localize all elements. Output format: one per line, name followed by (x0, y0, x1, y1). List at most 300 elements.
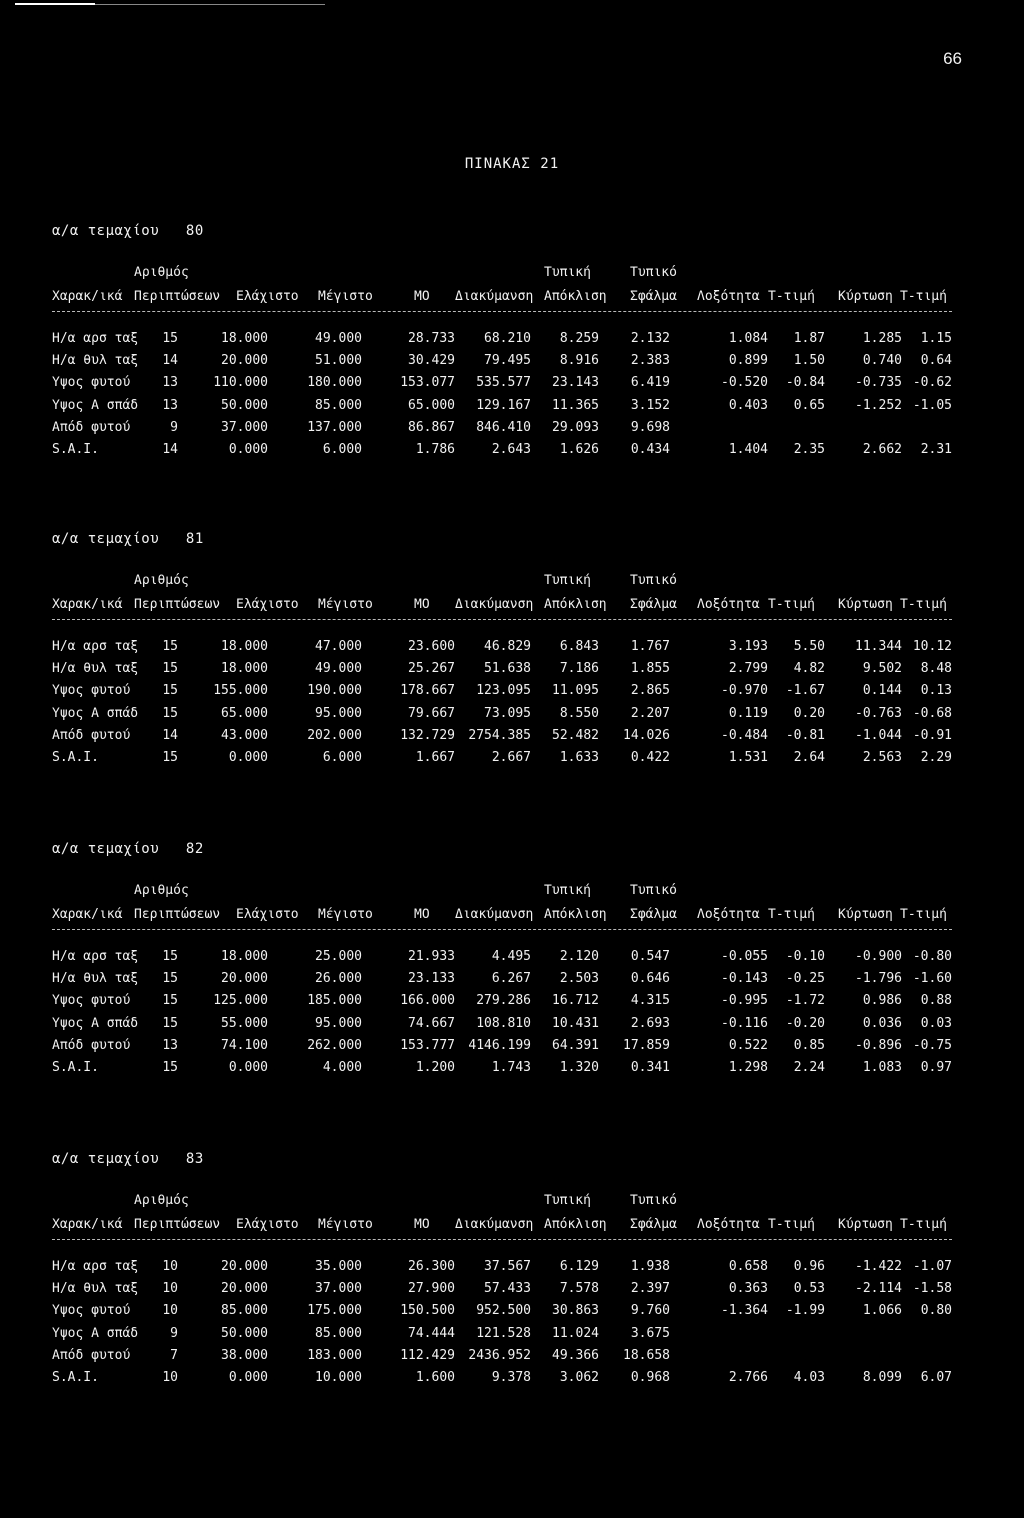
table-cell: 1.633 (559, 750, 599, 765)
table-cell: 74.667 (408, 1015, 455, 1031)
table-cell: 2.865 (630, 683, 670, 699)
table-cell: 2.383 (630, 353, 670, 369)
table-cell: 153.077 (400, 375, 455, 391)
table-cell: -0.84 (785, 375, 825, 391)
table-cell: 2754.385 (468, 727, 531, 743)
table-cell: -1.58 (912, 1281, 952, 1297)
table-cell: 11.344 (855, 639, 902, 654)
table-cell: 3.675 (630, 1325, 670, 1341)
column-header: Περιπτώσεων (134, 1217, 221, 1232)
table-cell: 8.550 (559, 705, 599, 721)
table-cell: 155.000 (213, 683, 268, 699)
section-title: α/α τεμαχίου 80 (52, 223, 204, 239)
table-cell: -1.67 (785, 683, 825, 699)
table-cell: 49.000 (315, 331, 362, 346)
table-cell: 0.986 (862, 993, 902, 1009)
table-cell: 65.000 (221, 705, 268, 721)
table-cell: 112.429 (400, 1347, 455, 1363)
column-header: Περιπτώσεων (134, 289, 221, 304)
table-cell: -0.484 (721, 727, 768, 743)
table-cell: -0.055 (721, 949, 768, 964)
table-cell: 0.144 (862, 683, 902, 699)
table-cell: 150.500 (400, 1303, 455, 1319)
table-cell: 18.000 (221, 949, 268, 964)
table-cell: -0.763 (855, 705, 902, 721)
table-cell: 9 (170, 1325, 178, 1341)
table-cell: 166.000 (400, 993, 455, 1009)
section-title: α/α τεμαχίου 82 (52, 841, 204, 857)
table-cell: 1.298 (728, 1060, 768, 1075)
table-cell: 46.829 (484, 639, 531, 654)
table-cell: 2.397 (630, 1281, 670, 1297)
table-cell: -0.900 (855, 949, 902, 964)
table-cell: 2.667 (491, 750, 531, 765)
table-cell: 1.084 (728, 331, 768, 346)
column-header-top: Αριθμός (134, 883, 189, 898)
table-cell: 74.444 (408, 1325, 455, 1341)
table-cell: 13 (162, 375, 178, 391)
table-cell: 10 (162, 1259, 178, 1274)
table-cell: 35.000 (315, 1259, 362, 1274)
column-header-top: Τυπικό (630, 1193, 677, 1208)
table-cell: -1.044 (855, 727, 902, 743)
table-cell: 4.03 (793, 1370, 825, 1385)
table-cell: -0.20 (785, 1015, 825, 1031)
table-cell: 10.000 (315, 1370, 362, 1385)
column-header: Τ-τιμή (768, 597, 815, 612)
row-label: Απόδ φυτού (52, 419, 131, 435)
column-header: Απόκλιση (544, 289, 607, 304)
table-cell: 49.366 (552, 1347, 599, 1363)
row-label: Υψος Α σπάδ (52, 1325, 139, 1341)
column-header: Σφάλμα (630, 907, 677, 922)
table-cell: 0.20 (793, 705, 825, 721)
column-header: Διακύμανση (455, 1217, 534, 1232)
table-cell: 37.000 (315, 1281, 362, 1297)
table-cell: 1.083 (862, 1060, 902, 1075)
table-cell: 9.378 (491, 1370, 531, 1385)
table-cell: -0.116 (721, 1015, 768, 1031)
table-cell: 52.482 (552, 727, 599, 743)
column-header: Απόκλιση (544, 1217, 607, 1232)
table-cell: 26.300 (408, 1259, 455, 1274)
table-cell: 6.07 (920, 1370, 952, 1385)
table-cell: 20.000 (221, 353, 268, 369)
table-cell: -0.80 (912, 949, 952, 964)
table-cell: 18.000 (221, 331, 268, 346)
table-cell: 0.64 (920, 353, 952, 369)
table-cell: 0.968 (630, 1370, 670, 1385)
table-cell: -0.735 (855, 375, 902, 391)
table-cell: 68.210 (484, 331, 531, 346)
table-cell: 13 (162, 1037, 178, 1053)
table-cell: 2.799 (728, 661, 768, 677)
table-cell: -0.62 (912, 375, 952, 391)
column-header: Διακύμανση (455, 907, 534, 922)
table-cell: 95.000 (315, 705, 362, 721)
table-cell: 20.000 (221, 1259, 268, 1274)
table-cell: 5.50 (793, 639, 825, 654)
table-cell: -1.72 (785, 993, 825, 1009)
column-header: Περιπτώσεων (134, 597, 221, 612)
row-label: Υψος φυτού (52, 993, 131, 1009)
table-cell: 13 (162, 397, 178, 413)
table-cell: 2.35 (793, 442, 825, 457)
table-cell: 0.341 (630, 1060, 670, 1075)
table-cell: 15 (162, 331, 178, 346)
column-header: Χαρακ/ικά (52, 289, 123, 304)
row-label: S.A.I. (52, 1370, 99, 1385)
table-cell: 2.503 (559, 971, 599, 987)
table-cell: 15 (162, 1060, 178, 1075)
table-cell: 15 (162, 993, 178, 1009)
table-cell: 0.53 (793, 1281, 825, 1297)
table-cell: -1.364 (721, 1303, 768, 1319)
table-cell: 30.863 (552, 1303, 599, 1319)
column-header: Ελάχιστο (236, 907, 299, 922)
table-cell: 3.152 (630, 397, 670, 413)
table-cell: 4.000 (322, 1060, 362, 1075)
table-cell: 51.638 (484, 661, 531, 677)
table-cell: 2.24 (793, 1060, 825, 1075)
table-cell: 0.80 (920, 1303, 952, 1319)
table-cell: 0.97 (920, 1060, 952, 1075)
row-label: Υψος Α σπάδ (52, 397, 139, 413)
table-cell: -0.970 (721, 683, 768, 699)
table-cell: 0.740 (862, 353, 902, 369)
table-cell: 0.13 (920, 683, 952, 699)
table-cell: 14 (162, 727, 178, 743)
table-cell: 0.96 (793, 1259, 825, 1274)
table-cell: 1.600 (415, 1370, 455, 1385)
column-header: ΜΟ (414, 289, 430, 304)
table-cell: 8.916 (559, 353, 599, 369)
table-cell: -1.99 (785, 1303, 825, 1319)
table-cell: 27.900 (408, 1281, 455, 1297)
column-header: Μέγιστο (318, 1217, 373, 1232)
table-cell: 175.000 (307, 1303, 362, 1319)
table-cell: 1.200 (415, 1060, 455, 1075)
table-section-1 (0, 531, 1024, 765)
column-header: Κύρτωση (838, 907, 893, 922)
table-cell: -0.10 (785, 949, 825, 964)
row-label: Η/α αρσ ταξ (52, 1259, 139, 1274)
table-cell: 846.410 (476, 419, 531, 435)
row-label: Η/α θυλ ταξ (52, 353, 139, 369)
table-cell: 23.133 (408, 971, 455, 987)
table-cell: 4.315 (630, 993, 670, 1009)
table-cell: 6.267 (491, 971, 531, 987)
table-cell: 4146.199 (468, 1037, 531, 1053)
row-label: Η/α αρσ ταξ (52, 331, 139, 346)
table-cell: 10 (162, 1281, 178, 1297)
table-cell: 0.85 (793, 1037, 825, 1053)
table-cell: 183.000 (307, 1347, 362, 1363)
column-header: Χαρακ/ικά (52, 1217, 123, 1232)
table-cell: 95.000 (315, 1015, 362, 1031)
table-cell: 6.129 (559, 1259, 599, 1274)
table-cell: 180.000 (307, 375, 362, 391)
table-cell: 79.667 (408, 705, 455, 721)
table-cell: 49.000 (315, 661, 362, 677)
table-cell: 2.563 (862, 750, 902, 765)
table-cell: 10.12 (912, 639, 952, 654)
row-label: S.A.I. (52, 1060, 99, 1075)
table-cell: 64.391 (552, 1037, 599, 1053)
table-cell: 4.82 (793, 661, 825, 677)
table-cell: -0.91 (912, 727, 952, 743)
column-header: Χαρακ/ικά (52, 907, 123, 922)
column-header-top: Αριθμός (134, 265, 189, 280)
row-label: Η/α θυλ ταξ (52, 971, 139, 987)
table-cell: 6.419 (630, 375, 670, 391)
table-cell: 16.712 (552, 993, 599, 1009)
row-label: Υψος φυτού (52, 375, 131, 391)
column-header-top: Τυπική (544, 573, 591, 588)
column-header: Τ-τιμή (900, 597, 947, 612)
header-separator (52, 1239, 952, 1240)
table-cell: 51.000 (315, 353, 362, 369)
table-cell: 85.000 (221, 1303, 268, 1319)
table-cell: 15 (162, 661, 178, 677)
row-label: Η/α θυλ ταξ (52, 1281, 139, 1297)
column-header: Τ-τιμή (768, 1217, 815, 1232)
table-cell: 38.000 (221, 1347, 268, 1363)
table-cell: 65.000 (408, 397, 455, 413)
table-cell: -1.05 (912, 397, 952, 413)
column-header: Απόκλιση (544, 907, 607, 922)
column-header-top: Τυπική (544, 265, 591, 280)
column-header: ΜΟ (414, 907, 430, 922)
table-cell: 29.093 (552, 419, 599, 435)
column-header: Τ-τιμή (900, 907, 947, 922)
table-cell: 2.662 (862, 442, 902, 457)
table-cell: 1.786 (415, 442, 455, 457)
row-label: Η/α αρσ ταξ (52, 949, 139, 964)
table-cell: 0.403 (728, 397, 768, 413)
table-cell: -2.114 (855, 1281, 902, 1297)
column-header: Τ-τιμή (900, 1217, 947, 1232)
table-cell: 1.626 (559, 442, 599, 457)
column-header: Λοξότητα (697, 597, 760, 612)
table-cell: -0.25 (785, 971, 825, 987)
table-section-2 (0, 841, 1024, 1075)
table-cell: 1.743 (491, 1060, 531, 1075)
table-cell: 1.87 (793, 331, 825, 346)
header-separator (52, 311, 952, 312)
table-cell: 10.431 (552, 1015, 599, 1031)
table-cell: 37.000 (221, 419, 268, 435)
table-cell: 0.000 (228, 442, 268, 457)
table-cell: 0.036 (862, 1015, 902, 1031)
table-cell: 9.760 (630, 1303, 670, 1319)
table-cell: 1.15 (920, 331, 952, 346)
table-cell: 7.578 (559, 1281, 599, 1297)
column-header: Διακύμανση (455, 289, 534, 304)
table-cell: 0.522 (728, 1037, 768, 1053)
table-cell: 85.000 (315, 397, 362, 413)
table-cell: 1.066 (862, 1303, 902, 1319)
column-header: Λοξότητα (697, 907, 760, 922)
table-cell: 23.600 (408, 639, 455, 654)
table-cell: -0.143 (721, 971, 768, 987)
table-cell: 23.143 (552, 375, 599, 391)
column-header: Μέγιστο (318, 597, 373, 612)
table-cell: 18.658 (623, 1347, 670, 1363)
column-header: Ελάχιστο (236, 1217, 299, 1232)
table-cell: 9.502 (862, 661, 902, 677)
column-header-top: Αριθμός (134, 573, 189, 588)
table-cell: 86.867 (408, 419, 455, 435)
table-section-0 (0, 223, 1024, 457)
table-cell: 2436.952 (468, 1347, 531, 1363)
table-cell: 28.733 (408, 331, 455, 346)
table-cell: 132.729 (400, 727, 455, 743)
table-cell: 129.167 (476, 397, 531, 413)
column-header: Ελάχιστο (236, 597, 299, 612)
table-cell: 121.528 (476, 1325, 531, 1341)
table-cell: 1.667 (415, 750, 455, 765)
column-header: Κύρτωση (838, 1217, 893, 1232)
table-cell: 15 (162, 750, 178, 765)
row-label: Η/α αρσ ταξ (52, 639, 139, 654)
table-cell: 0.119 (728, 705, 768, 721)
table-cell: 10 (162, 1303, 178, 1319)
table-cell: 0.646 (630, 971, 670, 987)
table-cell: 73.095 (484, 705, 531, 721)
table-cell: 47.000 (315, 639, 362, 654)
column-header: Χαρακ/ικά (52, 597, 123, 612)
row-label: Απόδ φυτού (52, 1037, 131, 1053)
table-cell: 1.320 (559, 1060, 599, 1075)
table-cell: 1.531 (728, 750, 768, 765)
table-cell: 153.777 (400, 1037, 455, 1053)
table-cell: 14.026 (623, 727, 670, 743)
table-cell: 50.000 (221, 1325, 268, 1341)
table-cell: 8.48 (920, 661, 952, 677)
table-cell: 11.365 (552, 397, 599, 413)
column-header: Σφάλμα (630, 289, 677, 304)
column-header: Τ-τιμή (768, 907, 815, 922)
table-cell: 10 (162, 1370, 178, 1385)
table-cell: 1.285 (862, 331, 902, 346)
table-cell: 262.000 (307, 1037, 362, 1053)
table-cell: 15 (162, 683, 178, 699)
header-separator (52, 619, 952, 620)
column-header: Κύρτωση (838, 597, 893, 612)
table-cell: 15 (162, 639, 178, 654)
table-cell: 0.000 (228, 1060, 268, 1075)
section-title: α/α τεμαχίου 83 (52, 1151, 204, 1167)
table-cell: 43.000 (221, 727, 268, 743)
column-header-top: Τυπικό (630, 573, 677, 588)
column-header-top: Τυπικό (630, 265, 677, 280)
table-cell: 8.259 (559, 331, 599, 346)
column-header: Κύρτωση (838, 289, 893, 304)
row-label: S.A.I. (52, 750, 99, 765)
table-cell: 1.938 (630, 1259, 670, 1274)
row-label: Υψος φυτού (52, 1303, 131, 1319)
table-cell: 14 (162, 353, 178, 369)
table-cell: 2.693 (630, 1015, 670, 1031)
table-cell: 15 (162, 971, 178, 987)
column-header-top: Αριθμός (134, 1193, 189, 1208)
table-cell: -1.796 (855, 971, 902, 987)
row-label: Απόδ φυτού (52, 727, 131, 743)
column-header: Ελάχιστο (236, 289, 299, 304)
table-cell: 125.000 (213, 993, 268, 1009)
table-cell: 8.099 (862, 1370, 902, 1385)
table-section-3 (0, 1151, 1024, 1385)
table-cell: 74.100 (221, 1037, 268, 1053)
page-title: ΠΙΝΑΚΑΣ 21 (464, 156, 560, 172)
table-cell: 15 (162, 1015, 178, 1031)
top-rule-thin (95, 4, 325, 5)
table-cell: 1.404 (728, 442, 768, 457)
row-label: Υψος Α σπάδ (52, 705, 139, 721)
table-cell: 202.000 (307, 727, 362, 743)
table-cell: -0.520 (721, 375, 768, 391)
column-header-top: Τυπική (544, 1193, 591, 1208)
table-cell: 6.000 (322, 750, 362, 765)
column-header: Διακύμανση (455, 597, 534, 612)
column-header: Μέγιστο (318, 907, 373, 922)
table-cell: 57.433 (484, 1281, 531, 1297)
table-cell: 18.000 (221, 661, 268, 677)
table-cell: 2.31 (920, 442, 952, 457)
table-cell: 952.500 (476, 1303, 531, 1319)
table-cell: -1.07 (912, 1259, 952, 1274)
table-cell: 14 (162, 442, 178, 457)
table-cell: 79.495 (484, 353, 531, 369)
table-cell: 0.899 (728, 353, 768, 369)
table-cell: -1.60 (912, 971, 952, 987)
table-cell: 1.50 (793, 353, 825, 369)
table-cell: 535.577 (476, 375, 531, 391)
table-cell: 2.643 (491, 442, 531, 457)
table-cell: 30.429 (408, 353, 455, 369)
table-cell: 178.667 (400, 683, 455, 699)
column-header: Περιπτώσεων (134, 907, 221, 922)
table-cell: 185.000 (307, 993, 362, 1009)
table-cell: 2.207 (630, 705, 670, 721)
table-cell: 0.03 (920, 1015, 952, 1031)
table-cell: 7 (170, 1347, 178, 1363)
table-cell: 0.434 (630, 442, 670, 457)
table-cell: 7.186 (559, 661, 599, 677)
row-label: Υψος φυτού (52, 683, 131, 699)
table-cell: 15 (162, 949, 178, 964)
table-cell: 0.000 (228, 750, 268, 765)
table-cell: 18.000 (221, 639, 268, 654)
table-cell: 4.495 (491, 949, 531, 964)
table-cell: 0.000 (228, 1370, 268, 1385)
table-cell: -0.68 (912, 705, 952, 721)
table-cell: 279.286 (476, 993, 531, 1009)
table-cell: 108.810 (476, 1015, 531, 1031)
table-cell: -0.896 (855, 1037, 902, 1053)
column-header-top: Τυπική (544, 883, 591, 898)
table-cell: 110.000 (213, 375, 268, 391)
table-cell: 55.000 (221, 1015, 268, 1031)
table-cell: 137.000 (307, 419, 362, 435)
table-cell: 2.64 (793, 750, 825, 765)
table-cell: 1.855 (630, 661, 670, 677)
table-cell: 11.095 (552, 683, 599, 699)
table-cell: -0.75 (912, 1037, 952, 1053)
table-cell: 21.933 (408, 949, 455, 964)
page-number: 66 (943, 49, 962, 68)
